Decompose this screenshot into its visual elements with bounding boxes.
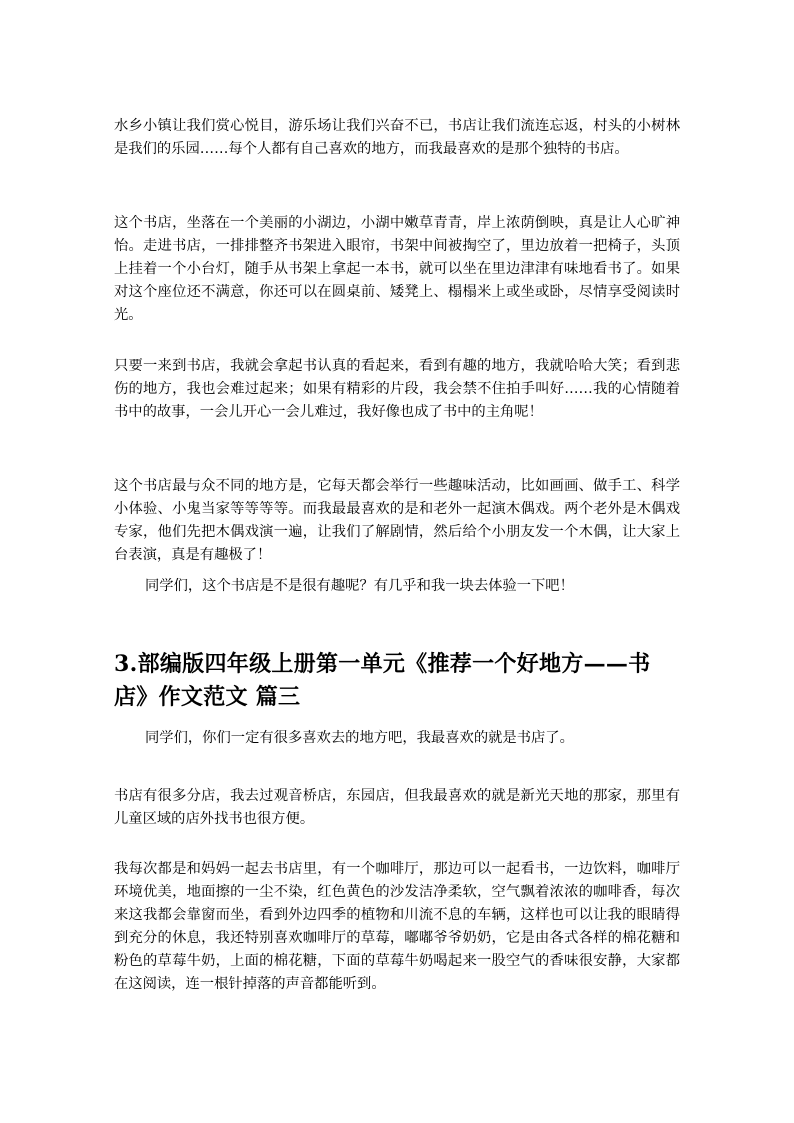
paragraph-7: 书店有很多分店，我去过观音桥店，东园店，但我最喜欢的就是新光天地的那家，那里有儿童区域的店外找书也很方便。: [114, 788, 680, 827]
paragraph-8: 我每次都是和妈妈一起去书店里，有一个咖啡厅，那边可以一起看书，一边饮料，咖啡厅环境优美，地面擦的一尘不染，红色黄色的沙发洁净柔软，空气飘着浓浓的咖啡香，每次来这我都会靠窗而坐，看到外边四季的植物和川流不息的车辆，这样也可以让我的眼睛得到充分的休息，我还特别喜欢咖啡厅的草莓，嘟嘟爷爷奶奶，它是由各式各样的棉花糖和粉色的草莓牛奶，上面的棉花糖，下面的草莓牛奶喝起来一股空气的香味很安静，大家都在这阅读，连一根针掉落的声音都能听到。: [114, 861, 680, 992]
paragraph-1: 水乡小镇让我们赏心悦目，游乐场让我们兴奋不已，书店让我们流连忘返，村头的小树林是我们的乐园……每个人都有自己喜欢的地方，而我最喜欢的是那个独特的书店。: [114, 118, 680, 157]
paragraph-4: 这个书店最与众不同的地方是，它每天都会举行一些趣味活动，比如画画、做手工、科学小体验、小鬼当家等等等等。而我最最喜欢的是和老外一起演木偶戏。两个老外是木偶戏专家，他们先把木偶戏演一遍，让我们了解剧情，然后给个小朋友发一个木偶，让大家上台表演，真是有趣极了！: [114, 478, 680, 563]
paragraph-3: 只要一来到书店，我就会拿起书认真的看起来，看到有趣的地方，我就哈哈大笑；看到悲伤的地方，我也会难过起来；如果有精彩的片段，我会禁不住拍手叫好……我的心情随着书中的故事，一会儿开心一会儿难过，我好像也成了书中的主角呢！: [114, 358, 680, 420]
section-heading: 3.部编版四年级上册第一单元《推荐一个好地方——书店》作文范文 篇三: [114, 651, 651, 710]
paragraph-6: 同学们，你们一定有很多喜欢去的地方吧，我最喜欢的就是书店了。: [145, 730, 574, 746]
paragraph-2: 这个书店，坐落在一个美丽的小湖边，小湖中嫩草青青，岸上浓荫倒映，真是让人心旷神怡。走进书店，一排排整齐书架进入眼帘，书架中间被掏空了，里边放着一把椅子，头顶上挂着一个小台灯，随手从书架上拿起一本书，就可以坐在里边津津有味地看书了。如果对这个座位还不满意，你还可以在圆桌前、矮凳上、榻榻米上或坐或卧，尽情享受阅读时光。: [114, 215, 680, 323]
paragraph-5: 同学们，这个书店是不是很有趣呢？有几乎和我一块去体验一下吧！: [145, 578, 574, 594]
